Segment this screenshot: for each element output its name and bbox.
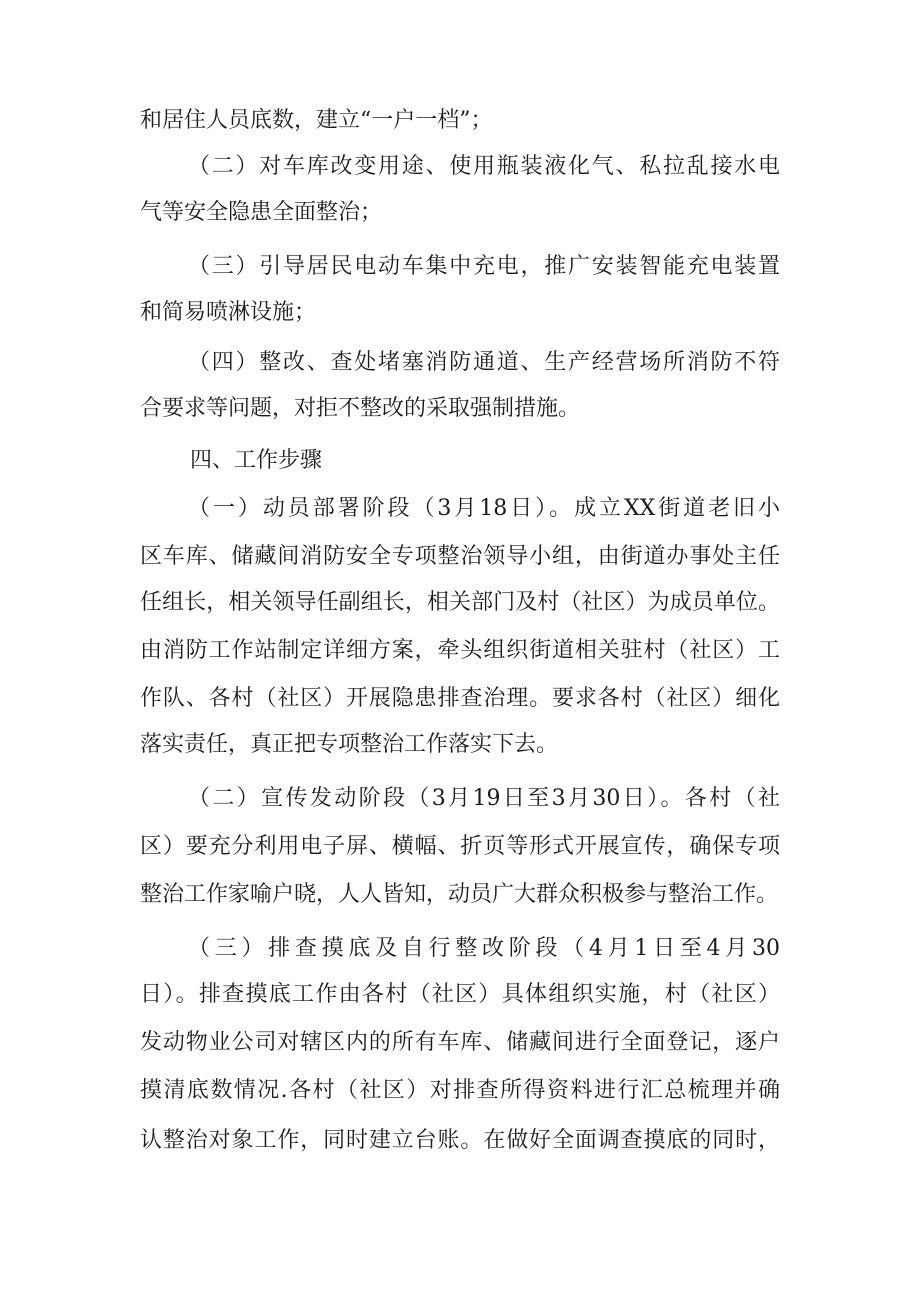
section-heading: 四、工作步骤: [190, 448, 323, 473]
paragraph-line: （四）整改、查处堵塞消防通道、生产经营场所消防不符: [188, 350, 780, 375]
paragraph-line: 摸清底数情况.各村（社区）对排查所得资料进行汇总梳理并确: [140, 1078, 780, 1103]
paragraph-line: 任组长，相关领导任副组长，相关部门及村（社区）为成员单位。: [140, 590, 780, 615]
paragraph-line: 区）要充分利用电子屏、横幅、折页等形式开展宣传，确保专项: [140, 834, 780, 859]
paragraph-line: 合要求等问题，对拒不整改的采取强制措施。: [140, 396, 581, 421]
paragraph-line: 气等安全隐患全面整治；: [140, 200, 383, 225]
paragraph-line: 日）。排查摸底工作由各村（社区）具体组织实施，村（社区）: [140, 982, 780, 1007]
paragraph-line: （二）对车库改变用途、使用瓶装液化气、私拉乱接水电: [188, 154, 780, 179]
paragraph-line: 落实责任，真正把专项整治工作落实下去。: [140, 732, 559, 757]
paragraph-line: 发动物业公司对辖区内的所有车库、储藏间进行全面登记，逐户: [140, 1030, 780, 1055]
paragraph-line: 作队、各村（社区）开展隐患排查治理。要求各村（社区）细化: [140, 686, 780, 711]
paragraph-line: （二）宣传发动阶段（3月19日至3月30日）。各村（社: [188, 786, 780, 811]
paragraph-line: （三）排查摸底及自行整改阶段（4月1日至4月30: [188, 936, 780, 961]
paragraph-line: 和简易喷淋设施；: [140, 300, 317, 325]
paragraph-line: 认整治对象工作，同时建立台账。在做好全面调查摸底的同时，: [140, 1128, 780, 1153]
paragraph-line: 整治工作家喻户晓，人人皆知，动员广大群众积极参与整治工作。: [140, 882, 779, 907]
paragraph-line: 和居住人员底数，建立“一户一档”；: [140, 108, 493, 133]
paragraph-line: （一）动员部署阶段（3月18日）。成立XX街道老旧小: [188, 496, 780, 521]
paragraph-line: 由消防工作站制定详细方案，牵头组织街道相关驻村（社区）工: [140, 638, 780, 663]
paragraph-line: 区车库、储藏间消防安全专项整治领导小组，由街道办事处主任: [140, 544, 780, 569]
paragraph-line: （三）引导居民电动车集中充电，推广安装智能充电装置: [188, 254, 780, 279]
